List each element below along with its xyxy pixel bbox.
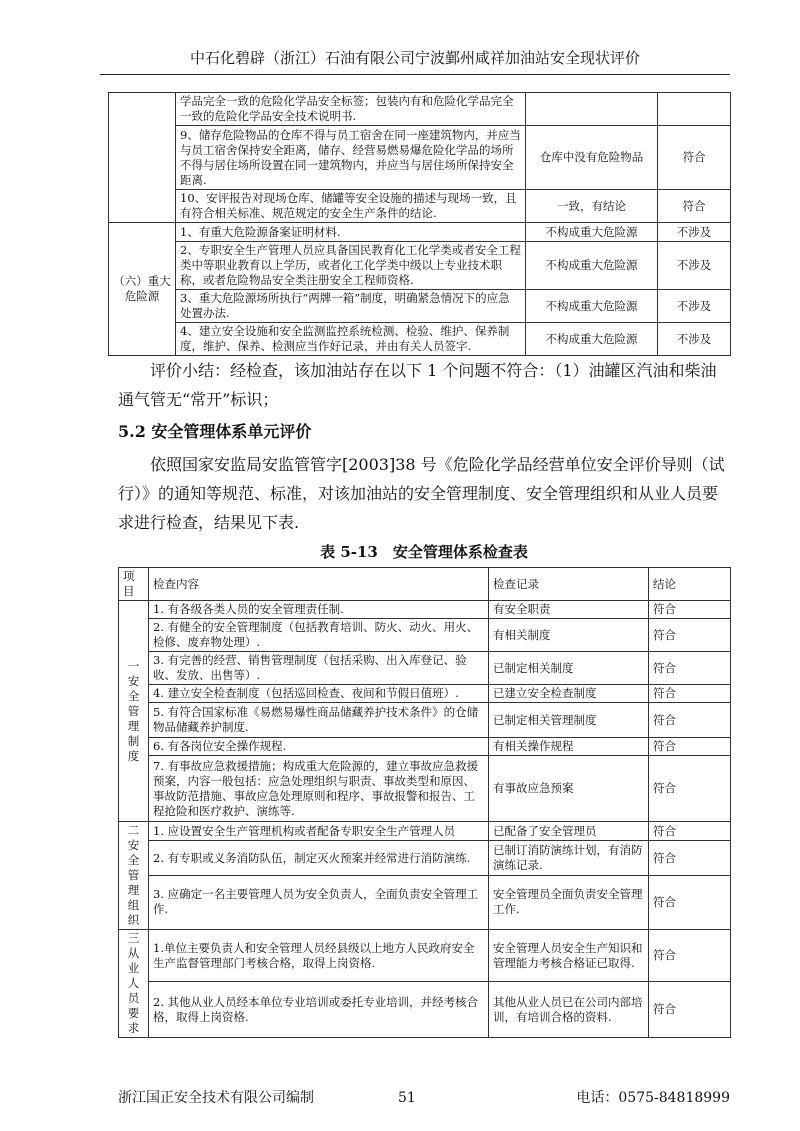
table-row [119,841,731,876]
table-row [119,601,731,619]
cell-content: 2. 其他从业人员经本单位专业培训或委托专业培训，并经考核合格，取得上岗资格. [149,982,489,1038]
table-row [119,652,731,685]
group-label: （六）重大危险源 [109,223,176,356]
group-label: 三 从 业 人 员 要 求 [119,930,149,1038]
table-row: 2、专职安全生产管理人员应具备国民教育化工化学类或者安全工程类中等职业教育以上学历，或者化工化学类中级以上专业技术职称，或者危险物品安全类注册安全工程师资格. 不构成重大危险源 不涉及 [109,242,731,290]
cell-record: 有安全职责 [489,601,649,619]
table-row: 3、重大危险源场所执行“两牌一箱”制度，明确紧急情况下的应急处置办法. 不构成重大危险源 不涉及 [109,290,731,323]
cell-record: 已配备了安全管理员 [489,822,649,841]
group-cell [109,93,176,223]
cell-result: 符合 [649,619,731,652]
summary-paragraph: 评价小结：经检查，该加油站存在以下 1 个问题不符合：（1）油罐区汽油和柴油通气管无“常开”标识； [118,361,717,409]
cell-content: 5. 有符合国家标准《易燃易爆性商品储藏养护技术条件》的仓储物品储藏养护制度. [149,703,489,738]
cell-record: 已建立安全检查制度 [489,685,649,703]
cell-result: 符合 [649,982,731,1038]
cell-record: 有相关操作规程 [489,738,649,756]
cell-record: 有事故应急预案 [489,756,649,822]
table-row [119,685,731,703]
table-row: 10、安评报告对现场仓库、储罐等安全设施的描述与现场一致，且有符合相关标准、规范规定的安全生产条件的结论. 一致，有结论 符合 [109,190,731,223]
group-label: 二 安 全 管 理 组 织 [119,822,149,930]
table-header-row: 项目 检查内容 检查记录 结论 [119,568,731,601]
cell-content: 4. 建立安全检查制度（包括巡回检查、夜间和节假日值班）. [149,685,489,703]
cell-record: 安全管理人员安全生产知识和管理能力考核合格证已取得. [489,930,649,982]
table-row [119,619,731,652]
footer-phone: 电话：0575-84818999 [576,1090,730,1106]
table-caption: 表 5-13 安全管理体系检查表 [320,543,528,561]
cell-record: 安全管理员全面负责安全管理工作. [489,875,649,929]
table-row: 9、储存危险物品的仓库不得与员工宿舍在同一座建筑物内，并应当与员工宿舍保持安全距离，储存、经营易燃易爆危险化学品的场所不得与居住场所设置在同一建筑物内，并应当与居住场所保持安全距离. 仓库中没有危险物品 符合 [109,126,731,190]
table-row [119,738,731,756]
table-row [119,875,731,929]
intro-paragraph: 依照国家安监局安监管管字[2003]38 号《危险化学品经营单位安全评价导则（试行）》的通知等规范、标准，对该加油站的安全管理制度、安全管理组织和从业人员要求进行检查，结果见下表. [118,455,725,532]
cell-result: 符合 [649,930,731,982]
cell-content: 7. 有事故应急救援措施；构成重大危险源的，建立事故应急救援预案，内容一般包括：应急处理组织与职责、事故类型和原因、事故防范措施、事故应急处理原则和程序、事故报警和报告、工程抢险和医疗救护、演练等. [149,756,489,822]
cell-result: 符合 [649,652,731,685]
cell-result: 符合 [649,703,731,738]
page-number: 51 [398,1090,416,1106]
table-row [119,756,731,822]
cell-content: 1. 应设置安全生产管理机构或者配备专职安全生产管理人员 [149,822,489,841]
cell-result: 符合 [649,756,731,822]
group-label: 一 安 全 管 理 制 度 [119,601,149,822]
cell-record: 其他从业人员已在公司内部培训，有培训合格的资料. [489,982,649,1038]
cell-content: 6. 有各岗位安全操作规程. [149,738,489,756]
cell-result: 符合 [649,841,731,876]
cell-content: 2. 有健全的安全管理制度（包括教育培训、防火、动火、用火、检修、废弃物处理）. [149,619,489,652]
cell-result: 符合 [649,822,731,841]
evaluation-table-continued [108,92,731,356]
cell-record: 已制定相关管理制度 [489,703,649,738]
cell-record: 有相关制度 [489,619,649,652]
section-heading: 5.2 安全管理体系单元评价 [118,422,312,441]
cell-result: 符合 [649,738,731,756]
cell-result: 符合 [649,685,731,703]
cell-content: 1. 有各级各类人员的安全管理责任制. [149,601,489,619]
cell-result: 符合 [649,875,731,929]
table-row: 4、建立安全设施和安全监测监控系统检测、检验、维护、保养制度，维护、保养、检测应当作好记录，并由有关人员签字. 不构成重大危险源 不涉及 [109,323,731,356]
cell-result: 符合 [649,601,731,619]
table-row [119,982,731,1038]
safety-management-table [118,567,731,1038]
page-footer [118,1088,730,1110]
cell-content: 1.单位主要负责人和安全管理人员经县级以上地方人民政府安全生产监督管理部门考核合格，取得上岗资格. [149,930,489,982]
table-row: 学品完全一致的危险化学品安全标签；包装内有和危险化学品完全一致的危险化学品安全技术说明书. [109,93,731,126]
cell-content: 3. 应确定一名主要管理人员为安全负责人，全面负责安全管理工作. [149,875,489,929]
cell-content: 2. 有专职或义务消防队伍，制定灭火预案并经常进行消防演练. [149,841,489,876]
table-row: （六）重大危险源 1、有重大危险源备案证明材料. 不构成重大危险源 不涉及 [109,223,731,242]
table-row [119,930,731,982]
table-row [119,822,731,841]
page-header: 中石化碧辟（浙江）石油有限公司宁波鄞州咸祥加油站安全现状评价 [100,48,730,75]
footer-company: 浙江国正安全技术有限公司编制 [118,1090,314,1106]
table-row [119,703,731,738]
cell-content: 3. 有完善的经营、销售管理制度（包括采购、出入库登记、验收、发放、出售等）. [149,652,489,685]
cell-record: 已制订消防演练计划，有消防演练记录. [489,841,649,876]
cell-record: 已制定相关制度 [489,652,649,685]
